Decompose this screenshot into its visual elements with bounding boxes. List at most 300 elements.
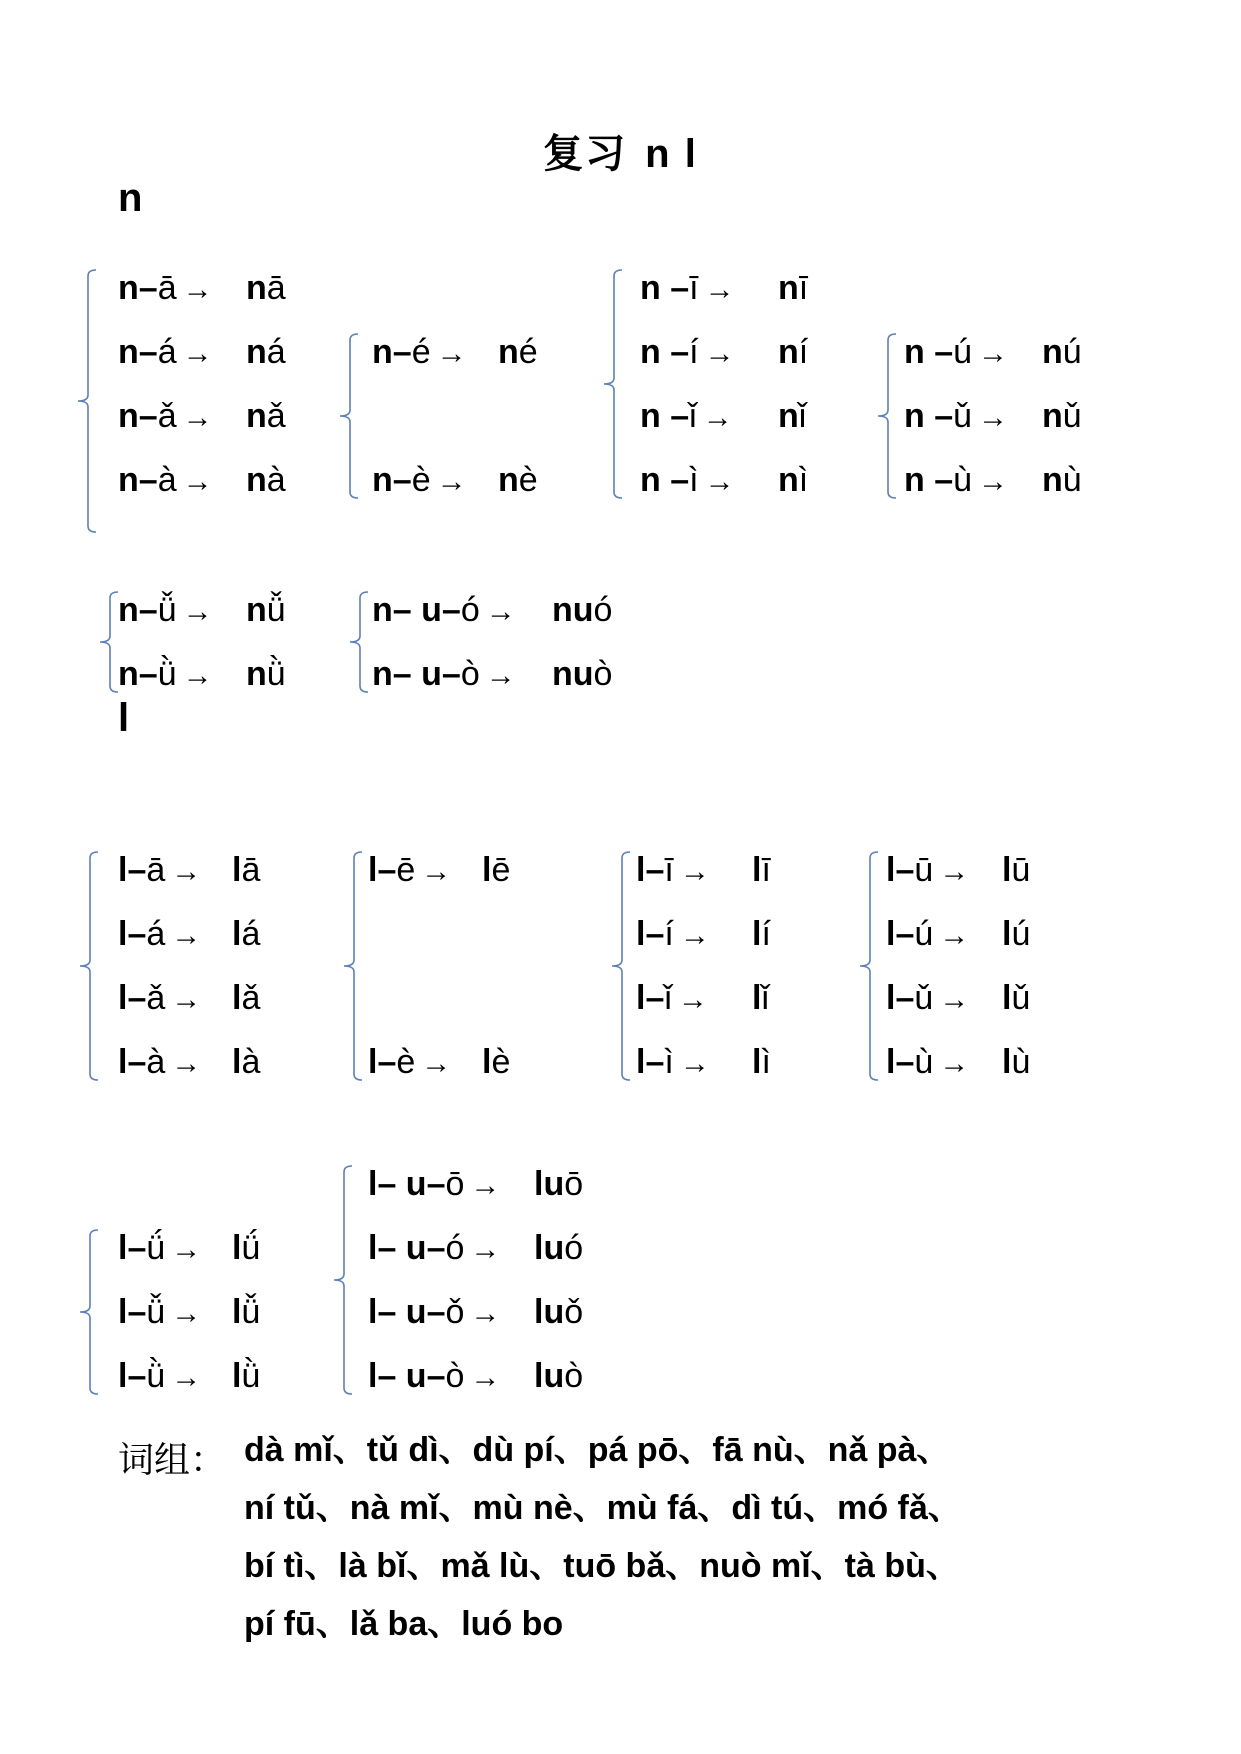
syllable-result-consonant: l [232, 1293, 242, 1331]
section-heading-l: l [118, 696, 130, 740]
syllable-result [752, 1040, 771, 1084]
syllable-spelling-vowel: í [689, 333, 699, 371]
arrow-icon: → [704, 273, 735, 306]
arrow-icon: → [939, 919, 970, 952]
n-syllable-row [118, 652, 366, 696]
words-line: dà mǐ、tǔ dì、dù pí、pá pō、fā nù、nǎ pà、 [244, 1431, 951, 1469]
arrow-icon: → [171, 1361, 202, 1394]
syllable-spelling [118, 1293, 165, 1331]
syllable-spelling-consonant: l– u– [368, 1229, 446, 1267]
syllable-spelling-consonant: l– [118, 979, 147, 1017]
arrow-icon: → [182, 659, 213, 692]
syllable-result-consonant: lu [534, 1165, 565, 1203]
syllable-spelling [886, 979, 933, 1017]
arrow-icon: → [939, 983, 970, 1016]
arrow-icon: → [679, 855, 710, 888]
syllable-result-consonant: l [752, 979, 762, 1017]
syllable-result [1042, 330, 1082, 374]
syllable-result-consonant: l [232, 979, 242, 1017]
syllable-result-consonant: n [498, 333, 519, 371]
syllable-spelling-vowel: ò [460, 655, 480, 693]
syllable-spelling-vowel: ó [460, 591, 480, 629]
arrow-icon: → [485, 595, 516, 628]
syllable-result [1042, 394, 1082, 438]
syllable-spelling-vowel: ǎ [146, 979, 166, 1017]
syllable-spelling-consonant: l– [118, 1229, 147, 1267]
syllable-result [246, 458, 286, 502]
syllable-result-consonant: l [752, 915, 762, 953]
syllable-result [232, 848, 260, 892]
arrow-icon: → [939, 1047, 970, 1080]
syllable-spelling [118, 591, 177, 629]
syllable-spelling-consonant: n– [118, 397, 158, 435]
syllable-spelling-consonant: n – [640, 397, 690, 435]
syllable-spelling-consonant: l– [368, 851, 397, 889]
syllable-result-vowel: ù [1062, 461, 1082, 499]
arrow-icon: → [939, 855, 970, 888]
syllable-result [482, 848, 510, 892]
syllable-spelling-vowel: ǎ [157, 397, 177, 435]
syllable-spelling [118, 461, 177, 499]
arrow-icon: → [421, 855, 452, 888]
syllable-result [246, 330, 286, 374]
syllable-result-consonant: l [1002, 851, 1012, 889]
syllable-spelling-consonant: l– u– [368, 1165, 446, 1203]
syllable-result-vowel: ū [1011, 851, 1031, 889]
syllable-result-vowel: è [491, 1043, 511, 1081]
syllable-spelling-consonant: n– u– [372, 655, 461, 693]
syllable-result-consonant: l [752, 851, 762, 889]
syllable-result-consonant: n [246, 655, 267, 693]
syllable-result-consonant: l [232, 915, 242, 953]
syllable-result [778, 266, 808, 310]
l-syllable-row [368, 1226, 654, 1270]
l-syllable-row [118, 1226, 352, 1270]
syllable-result-consonant: n [1042, 461, 1063, 499]
n-group-2-brace [336, 334, 358, 498]
syllable-spelling-vowel: ū [914, 851, 934, 889]
syllable-spelling-consonant: l– [636, 1043, 665, 1081]
syllable-result-vowel: ǜ [241, 1357, 261, 1395]
syllable-spelling-vowel: è [396, 1043, 416, 1081]
syllable-result-vowel: ǘ [241, 1229, 261, 1267]
arrow-icon: → [182, 595, 213, 628]
syllable-spelling-consonant: l– [636, 979, 665, 1017]
syllable-result [778, 458, 808, 502]
l-syllable-row [636, 912, 872, 956]
arrow-icon: → [470, 1233, 501, 1266]
syllable-result-consonant: n [778, 461, 799, 499]
n-group-6-brace [346, 592, 368, 692]
syllable-spelling [636, 979, 672, 1017]
syllable-result [1002, 1040, 1030, 1084]
syllable-spelling [636, 915, 674, 953]
syllable-spelling-vowel: ō [445, 1165, 465, 1203]
l-syllable-row [118, 1040, 352, 1084]
syllable-spelling-consonant: n– [118, 655, 158, 693]
l-syllable-row [368, 1290, 654, 1334]
syllable-result-vowel: ǎ [266, 397, 286, 435]
syllable-spelling-vowel: è [411, 461, 431, 499]
n-syllable-row [640, 266, 898, 310]
l-syllable-row [886, 848, 1122, 892]
n-syllable-row [640, 330, 898, 374]
syllable-result-vowel: ò [564, 1357, 584, 1395]
syllable-spelling-vowel: ì [689, 461, 699, 499]
syllable-spelling [368, 1229, 464, 1267]
syllable-spelling-consonant: n– [118, 333, 158, 371]
syllable-result-vowel: ā [241, 851, 261, 889]
n-syllable-row [118, 394, 366, 438]
arrow-icon: → [470, 1169, 501, 1202]
syllable-spelling-consonant: n– [372, 333, 412, 371]
syllable-spelling-consonant: n– [372, 461, 412, 499]
syllable-spelling-consonant: n – [640, 333, 690, 371]
syllable-result-vowel: à [241, 1043, 261, 1081]
syllable-result [752, 976, 769, 1020]
syllable-result [534, 1162, 583, 1206]
arrow-icon: → [485, 659, 516, 692]
syllable-result-consonant: l [1002, 979, 1012, 1017]
syllable-spelling-vowel: ī [664, 851, 674, 889]
syllable-spelling-vowel: à [157, 461, 177, 499]
syllable-result-consonant: l [1002, 1043, 1012, 1081]
syllable-result-vowel: ù [1011, 1043, 1031, 1081]
syllable-result-vowel: á [266, 333, 286, 371]
syllable-result-vowel: í [798, 333, 809, 371]
syllable-result-vowel: ó [593, 591, 613, 629]
syllable-result-vowel: ǜ [266, 655, 286, 693]
syllable-result [246, 266, 286, 310]
syllable-result-consonant: lu [534, 1229, 565, 1267]
syllable-spelling-vowel: ǔ [953, 397, 973, 435]
syllable-result [498, 330, 538, 374]
syllable-spelling-vowel: ā [157, 269, 177, 307]
syllable-result-vowel: è [518, 461, 538, 499]
syllable-spelling [636, 1043, 674, 1081]
arrow-icon: → [704, 465, 735, 498]
syllable-result [534, 1290, 583, 1334]
arrow-icon: → [436, 337, 467, 370]
arrow-icon: → [978, 465, 1009, 498]
syllable-result-consonant: n [778, 333, 799, 371]
n-group-1-brace [74, 270, 96, 532]
syllable-result [534, 1354, 583, 1398]
syllable-result-consonant: n [246, 269, 267, 307]
syllable-result-consonant: l [752, 1043, 762, 1081]
syllable-result-consonant: nu [552, 591, 594, 629]
syllable-result-vowel: ē [491, 851, 511, 889]
syllable-spelling [118, 655, 177, 693]
arrow-icon: → [436, 465, 467, 498]
title-latin: n l [645, 132, 698, 176]
syllable-result-consonant: lu [534, 1293, 565, 1331]
syllable-result-vowel: ú [1011, 915, 1031, 953]
syllable-spelling [118, 851, 165, 889]
syllable-spelling-vowel: ǚ [146, 1293, 166, 1331]
syllable-result-vowel: ò [593, 655, 613, 693]
arrow-icon: → [171, 1047, 202, 1080]
syllable-spelling [904, 397, 972, 435]
syllable-spelling-vowel: ú [953, 333, 973, 371]
syllable-spelling-consonant: n– u– [372, 591, 461, 629]
arrow-icon: → [470, 1361, 501, 1394]
syllable-spelling [886, 851, 933, 889]
syllable-spelling-vowel: ó [445, 1229, 465, 1267]
syllable-spelling-vowel: ǔ [914, 979, 934, 1017]
syllable-result-vowel: ī [761, 851, 771, 889]
syllable-spelling-vowel: ī [689, 269, 699, 307]
arrow-icon: → [171, 983, 202, 1016]
syllable-spelling-vowel: ǜ [146, 1357, 166, 1395]
syllable-result-vowel: ǎ [241, 979, 261, 1017]
l-syllable-row [636, 976, 872, 1020]
syllable-result-consonant: l [232, 1357, 242, 1395]
syllable-result-vowel: ì [761, 1043, 771, 1081]
syllable-spelling [640, 397, 697, 435]
syllable-spelling-vowel: à [146, 1043, 166, 1081]
l-syllable-row [636, 848, 872, 892]
syllable-spelling [118, 915, 165, 953]
arrow-icon: → [679, 1047, 710, 1080]
syllable-result-consonant: lu [534, 1357, 565, 1395]
syllable-result [232, 912, 260, 956]
syllable-spelling-consonant: l– [118, 1357, 147, 1395]
syllable-result [232, 1226, 260, 1270]
syllable-spelling-vowel: ù [914, 1043, 934, 1081]
syllable-result-vowel: ǔ [1062, 397, 1082, 435]
syllable-spelling-consonant: l– [118, 1043, 147, 1081]
syllable-spelling [118, 1229, 165, 1267]
n-syllable-row [372, 652, 672, 696]
syllable-result-vowel: á [241, 915, 261, 953]
syllable-spelling-consonant: n– [118, 269, 158, 307]
syllable-spelling-vowel: á [146, 915, 166, 953]
syllable-spelling [368, 1043, 415, 1081]
syllable-spelling-vowel: é [411, 333, 431, 371]
syllable-spelling [118, 979, 165, 1017]
syllable-result-consonant: l [232, 851, 242, 889]
arrow-icon: → [679, 919, 710, 952]
syllable-result-vowel: ó [564, 1229, 584, 1267]
syllable-result-vowel: ǐ [761, 979, 770, 1017]
syllable-spelling [372, 333, 431, 371]
syllable-result-consonant: n [246, 591, 267, 629]
syllable-spelling [904, 333, 972, 371]
syllable-spelling [372, 655, 480, 693]
n-syllable-row [904, 330, 1162, 374]
syllable-spelling-vowel: ù [953, 461, 973, 499]
l-syllable-row [886, 912, 1122, 956]
arrow-icon: → [182, 401, 213, 434]
syllable-spelling [640, 333, 699, 371]
syllable-spelling-vowel: ǐ [664, 979, 672, 1017]
syllable-result [232, 1290, 260, 1334]
arrow-icon: → [421, 1047, 452, 1080]
syllable-result-consonant: l [482, 1043, 492, 1081]
syllable-spelling [886, 915, 933, 953]
syllable-spelling-consonant: n – [904, 461, 954, 499]
n-syllable-row [372, 458, 618, 502]
syllable-result [534, 1226, 583, 1270]
syllable-spelling-consonant: n – [640, 461, 690, 499]
syllable-spelling [368, 1357, 464, 1395]
syllable-result [232, 1354, 260, 1398]
arrow-icon: → [978, 337, 1009, 370]
syllable-spelling-consonant: n– [118, 461, 158, 499]
n-syllable-row [118, 458, 366, 502]
syllable-result [246, 652, 286, 696]
arrow-icon: → [171, 855, 202, 888]
arrow-icon: → [704, 337, 735, 370]
syllable-result-vowel: ī [798, 269, 809, 307]
n-group-4-brace [874, 334, 896, 498]
syllable-result [1042, 458, 1082, 502]
n-syllable-row [372, 588, 672, 632]
n-syllable-row [118, 588, 366, 632]
l-syllable-row [368, 1040, 602, 1084]
n-syllable-row [904, 458, 1162, 502]
syllable-spelling-vowel: ǘ [146, 1229, 166, 1267]
syllable-spelling-vowel: ǐ [689, 397, 697, 435]
syllable-result-vowel: ǐ [798, 397, 807, 435]
syllable-spelling-vowel: ā [146, 851, 166, 889]
syllable-result [1002, 848, 1030, 892]
syllable-spelling-vowel: ǒ [445, 1293, 465, 1331]
syllable-result [232, 976, 260, 1020]
l-group-4-brace [856, 852, 878, 1080]
l-syllable-row [886, 976, 1122, 1020]
page-title [0, 122, 1241, 179]
words-line: pí fū、lǎ ba、luó bo [244, 1605, 564, 1643]
l-group-5-brace [76, 1230, 98, 1394]
syllable-result [482, 1040, 510, 1084]
arrow-icon: → [702, 401, 733, 434]
syllable-spelling [118, 333, 177, 371]
syllable-result-consonant: l [482, 851, 492, 889]
syllable-spelling [368, 1165, 464, 1203]
arrow-icon: → [182, 337, 213, 370]
n-syllable-row [118, 266, 366, 310]
syllable-spelling-consonant: l– [118, 1293, 147, 1331]
syllable-result-vowel: à [266, 461, 286, 499]
syllable-result-consonant: l [1002, 915, 1012, 953]
syllable-spelling-consonant: l– [636, 851, 665, 889]
arrow-icon: → [182, 273, 213, 306]
syllable-spelling-consonant: l– [118, 915, 147, 953]
syllable-result-consonant: n [778, 269, 799, 307]
syllable-result-consonant: n [778, 397, 799, 435]
syllable-result-vowel: ú [1062, 333, 1082, 371]
arrow-icon: → [171, 919, 202, 952]
syllable-spelling-consonant: l– [886, 979, 915, 1017]
syllable-result-consonant: l [232, 1043, 242, 1081]
l-syllable-row [636, 1040, 872, 1084]
l-group-2-brace [340, 852, 362, 1080]
syllable-result-consonant: n [246, 461, 267, 499]
words-line: bí tì、là bǐ、mǎ lù、tuō bǎ、nuò mǐ、tà bù、 [244, 1547, 960, 1585]
l-syllable-row [886, 1040, 1122, 1084]
syllable-result [498, 458, 538, 502]
words-line: ní tǔ、nà mǐ、mù nè、mù fá、dì tú、mó fǎ、 [244, 1489, 962, 1527]
syllable-spelling [372, 461, 431, 499]
syllable-result [1002, 976, 1030, 1020]
l-group-3-brace [608, 852, 630, 1080]
l-group-6-brace [330, 1166, 352, 1394]
syllable-spelling-consonant: l– [886, 915, 915, 953]
syllable-spelling [118, 1357, 165, 1395]
syllable-result-vowel: ǚ [241, 1293, 261, 1331]
syllable-result-vowel: ǚ [266, 591, 286, 629]
l-syllable-row [118, 1290, 352, 1334]
syllable-spelling [118, 397, 177, 435]
syllable-spelling-vowel: ǜ [157, 655, 177, 693]
syllable-result-consonant: n [1042, 397, 1063, 435]
words-label: 词组： [118, 1440, 227, 1481]
syllable-spelling-consonant: n – [904, 333, 954, 371]
syllable-spelling-consonant: l– [636, 915, 665, 953]
syllable-result [552, 588, 612, 632]
syllable-spelling-consonant: l– u– [368, 1357, 446, 1395]
syllable-result-consonant: n [246, 397, 267, 435]
syllable-result-consonant: n [498, 461, 519, 499]
syllable-result-vowel: ā [266, 269, 286, 307]
syllable-spelling-consonant: l– [368, 1043, 397, 1081]
syllable-result [232, 1040, 260, 1084]
n-syllable-row [640, 458, 898, 502]
n-syllable-row [640, 394, 898, 438]
syllable-result [246, 394, 286, 438]
n-syllable-row [904, 394, 1162, 438]
syllable-result [752, 912, 771, 956]
syllable-spelling [368, 1293, 464, 1331]
syllable-spelling-vowel: ò [445, 1357, 465, 1395]
syllable-result-consonant: n [246, 333, 267, 371]
n-syllable-row [372, 330, 618, 374]
syllable-result-vowel: ō [564, 1165, 584, 1203]
syllable-spelling-vowel: í [664, 915, 674, 953]
syllable-spelling-consonant: l– [886, 1043, 915, 1081]
syllable-result [778, 330, 808, 374]
arrow-icon: → [470, 1297, 501, 1330]
l-syllable-row [118, 976, 352, 1020]
syllable-spelling-vowel: ē [396, 851, 416, 889]
syllable-result [552, 652, 612, 696]
l-syllable-row [118, 1354, 352, 1398]
title-chinese: 复习 [543, 131, 628, 177]
syllable-result [778, 394, 806, 438]
syllable-result-consonant: l [232, 1229, 242, 1267]
syllable-spelling [904, 461, 972, 499]
l-syllable-row [368, 848, 602, 892]
syllable-spelling-consonant: n– [118, 591, 158, 629]
l-syllable-row [368, 1162, 654, 1206]
arrow-icon: → [171, 1233, 202, 1266]
syllable-spelling-consonant: l– [886, 851, 915, 889]
syllable-spelling-vowel: ì [664, 1043, 674, 1081]
n-group-3-brace [600, 270, 622, 498]
syllable-result-consonant: nu [552, 655, 594, 693]
l-syllable-row [368, 1354, 654, 1398]
syllable-spelling-vowel: ǚ [157, 591, 177, 629]
arrow-icon: → [182, 465, 213, 498]
syllable-spelling [640, 269, 699, 307]
syllable-result-consonant: n [1042, 333, 1063, 371]
syllable-spelling [368, 851, 415, 889]
syllable-result [752, 848, 771, 892]
syllable-result-vowel: í [761, 915, 771, 953]
l-syllable-row [118, 848, 352, 892]
